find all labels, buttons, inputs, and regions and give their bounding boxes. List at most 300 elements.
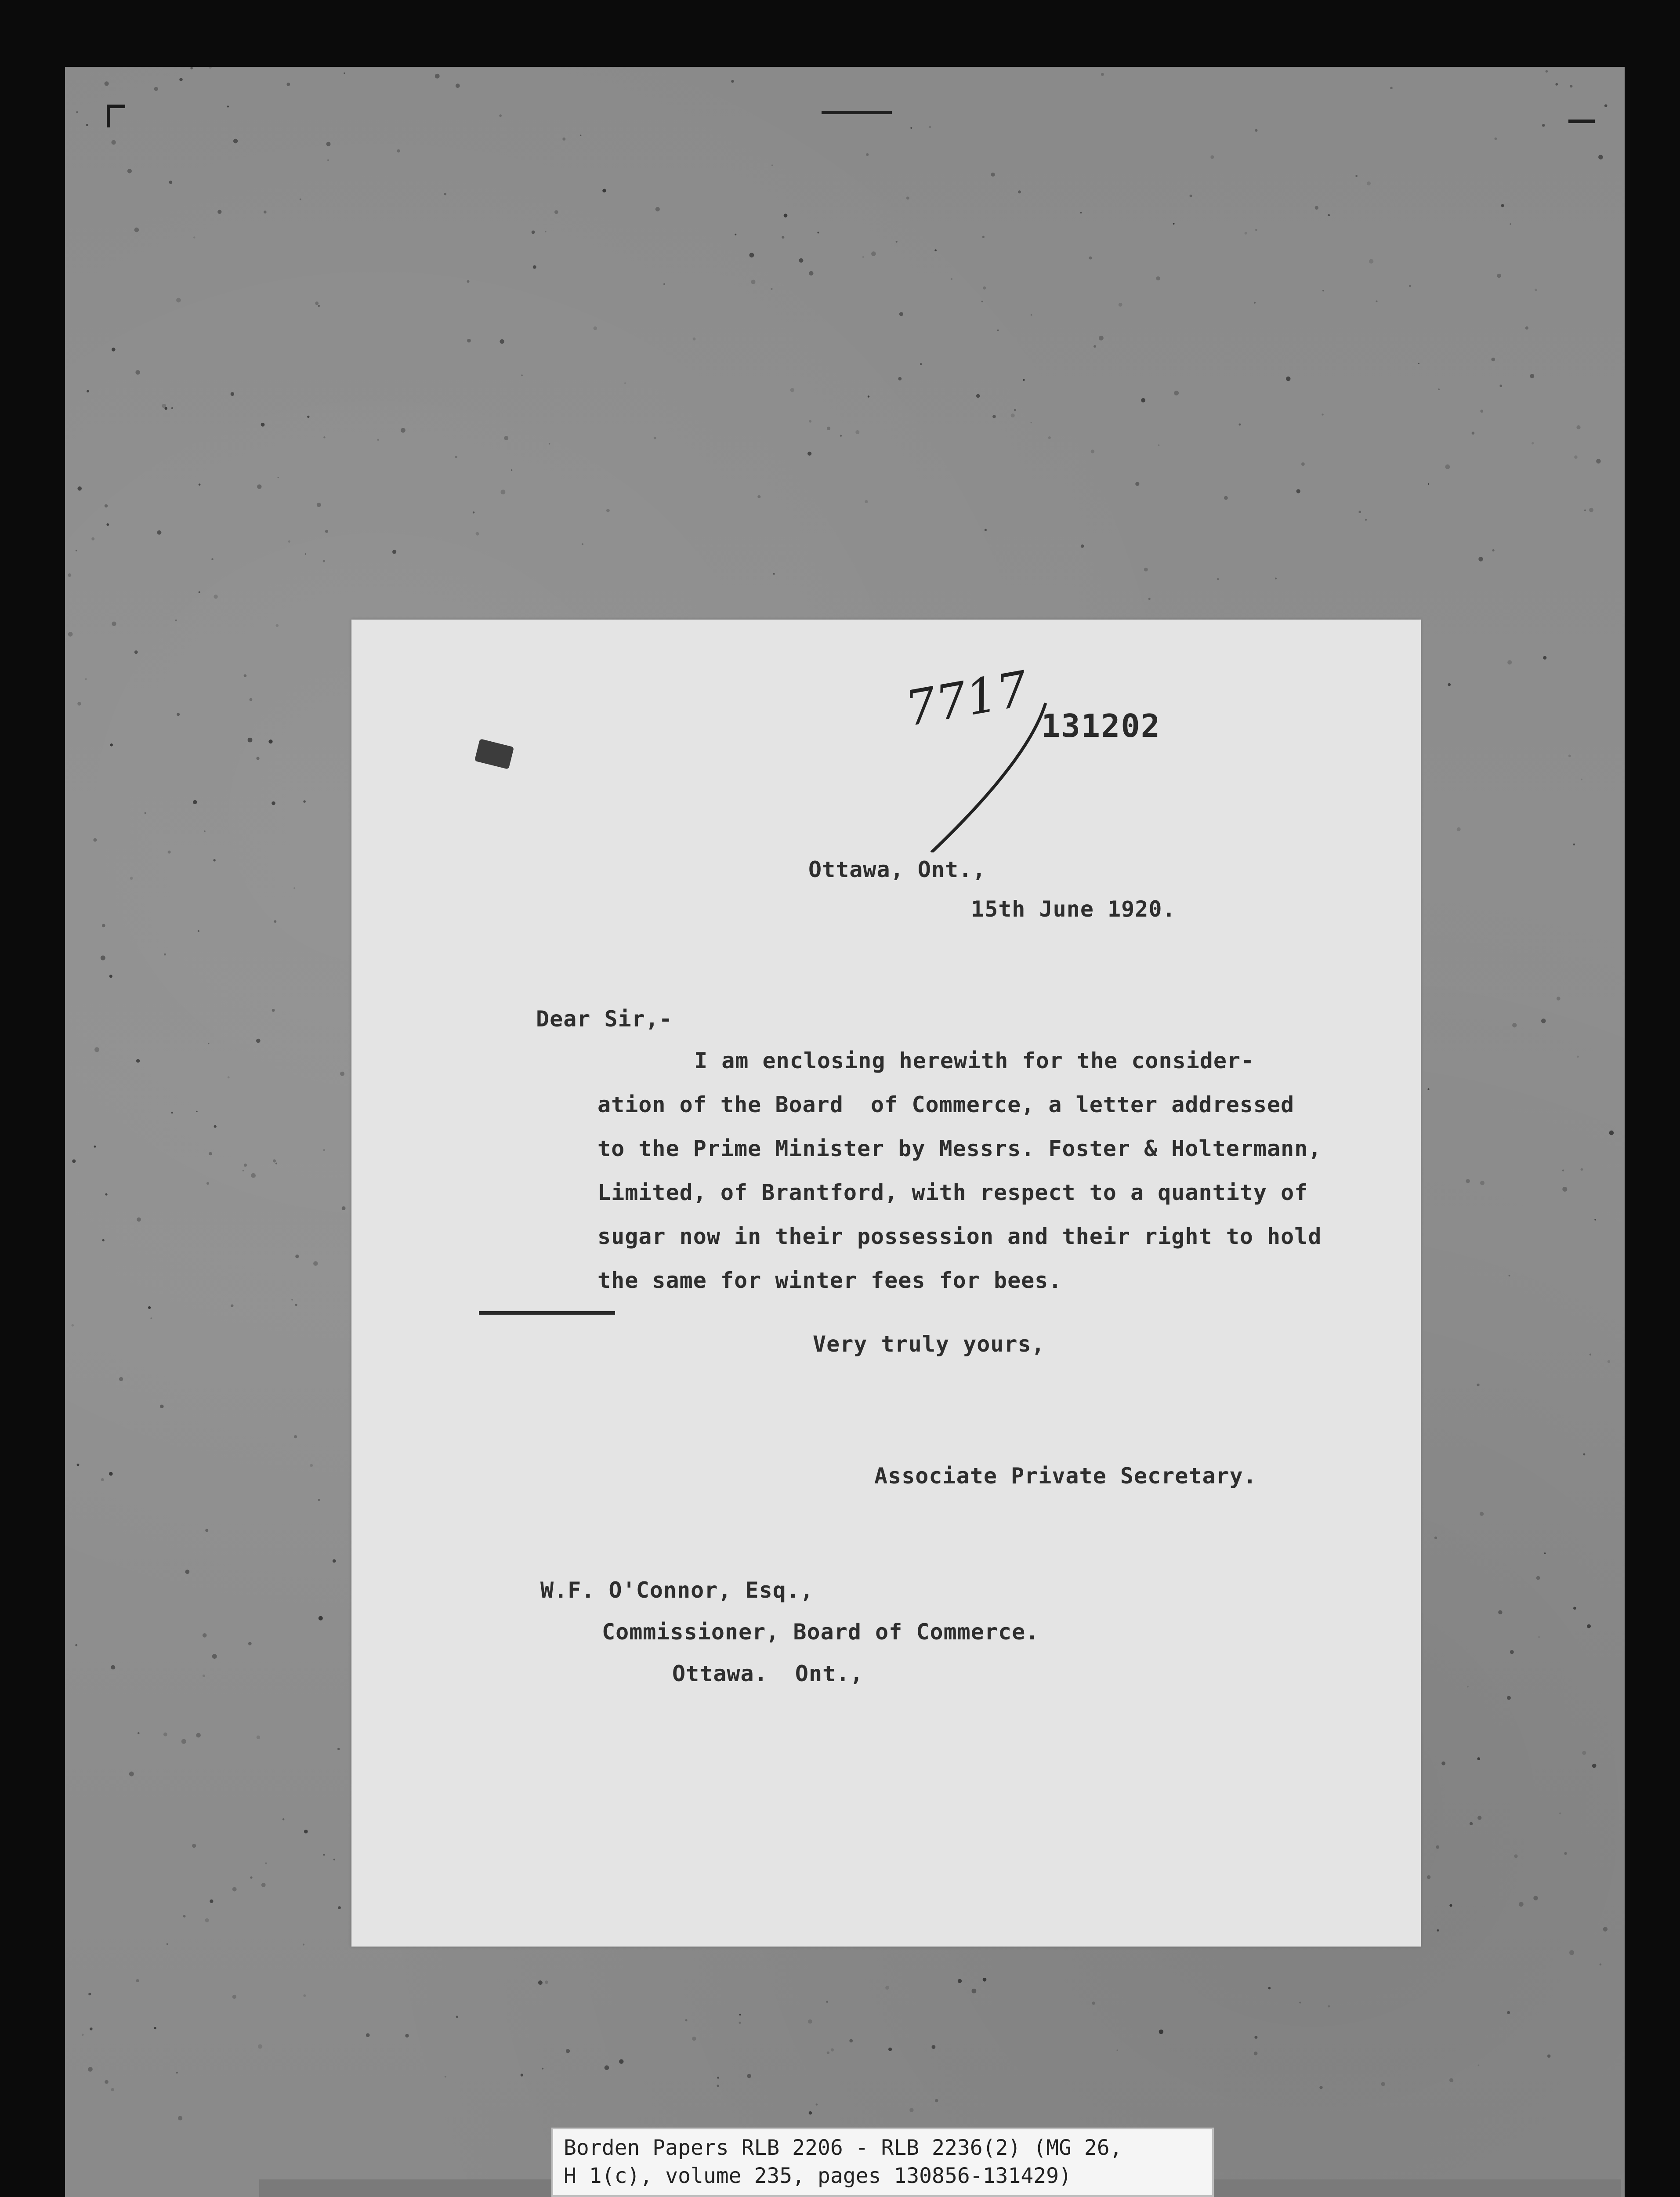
speckle [129,1772,134,1776]
speckle [1255,229,1257,231]
speckle [303,800,306,803]
speckle [313,1261,318,1265]
speckle [473,511,474,513]
speckle [101,1478,104,1481]
speckle [868,395,869,397]
speckle [862,256,864,258]
speckle [499,114,502,117]
speckle [501,489,506,494]
speckle [476,532,479,536]
speckle [1148,598,1151,600]
speckle [1577,1056,1579,1058]
speckle [105,81,109,86]
speckle [325,530,328,533]
speckle [76,550,77,551]
speckle [85,678,87,680]
speckle [1099,336,1104,341]
speckle [300,199,301,200]
speckle [1390,87,1393,90]
speckle [272,1009,275,1012]
speckle [1574,455,1578,459]
speckle [982,236,985,238]
speckle [594,326,597,330]
speckle [295,1304,297,1306]
speckle [1477,1816,1481,1820]
speckle [136,1059,140,1062]
speckle [782,236,784,239]
speckle [566,2049,570,2053]
speckle [295,1254,299,1258]
speckle [532,231,535,234]
speckle [1428,1088,1430,1090]
speckle [521,374,523,376]
speckle [211,558,213,560]
speckle [1510,223,1511,225]
speckle [855,430,859,434]
speckle [176,298,181,303]
speckle [549,443,550,444]
speckle [582,543,583,545]
speckle [162,404,166,408]
speckle [307,416,309,418]
speckle [1491,358,1495,362]
speckle [106,523,109,526]
speckle [1141,398,1145,402]
speckle [1510,1650,1514,1654]
speckle [1584,509,1586,511]
speckle [1592,1764,1597,1768]
speckle [77,702,81,706]
speckle [1495,138,1497,140]
speckle [1547,2055,1550,2058]
speckle [771,288,772,290]
speckle [1091,450,1094,453]
speckle [654,437,656,439]
speckle [784,214,788,218]
speckle [816,2103,818,2106]
speckle [303,1944,304,1946]
speckle [209,1152,212,1156]
speckle [456,2016,458,2018]
speckle [105,504,108,508]
speckle [169,181,173,184]
speckle [1525,326,1528,330]
speckle [251,1173,256,1178]
speckle [163,1733,167,1737]
speckle [199,484,201,486]
speckle [1497,274,1501,278]
speckle [1541,1019,1546,1023]
speckle [809,2111,812,2115]
speckle [521,2074,523,2076]
speckle [1275,577,1277,579]
speckle [168,851,171,854]
speckle [1609,1131,1614,1135]
speckle [1507,660,1512,665]
speckle [258,2044,262,2048]
speckle [1507,2011,1510,2014]
speckle [1587,1624,1591,1628]
body-line: Limited, of Brantford, with respect to a quantity of [597,1180,1308,1205]
speckle [214,1125,217,1128]
speckle [333,1859,335,1860]
speckle [193,236,195,238]
speckle [1608,1360,1610,1363]
speckle [1437,1929,1439,1932]
speckle [127,169,132,173]
speckle [749,253,754,257]
speckle [196,1733,201,1738]
speckle [1538,1636,1539,1638]
speckle [739,2014,741,2016]
speckle [76,111,78,113]
speckle [849,2039,853,2043]
speckle [1358,511,1361,513]
speckle [119,1377,123,1381]
speckle [323,560,325,562]
speckle [110,743,113,747]
speckle [790,388,794,392]
paper-clip-mark [474,739,514,769]
speckle [136,1979,139,1982]
speckle [1296,489,1300,493]
speckle [401,428,406,433]
speckle [655,207,660,211]
speckle [624,382,626,384]
speckle [1315,206,1318,210]
speckle [934,249,937,251]
speckle [1438,388,1440,390]
speckle [227,105,229,107]
speckle [1255,129,1257,132]
speckle [1449,2078,1453,2082]
speckle [809,420,811,423]
frame-top-mark [822,111,892,114]
speckle [1564,1852,1567,1855]
speckle [1117,2049,1118,2051]
speckle [1448,683,1451,686]
speckle [86,124,88,126]
speckle [827,2052,829,2054]
speckle [257,484,261,489]
speckle [72,1160,76,1163]
speckle [554,210,558,214]
speckle [101,956,105,961]
addressee-title: Commissioner, Board of Commerce. [602,1619,1039,1645]
speckle [1224,496,1228,500]
speckle [291,1299,293,1300]
speckle [303,1994,306,1997]
speckle [244,674,247,678]
speckle [1467,1686,1469,1688]
speckle [542,2068,543,2070]
speckle [293,887,295,889]
speckle [264,210,267,214]
speckle [1457,827,1461,831]
speckle [176,2072,178,2074]
speckle [231,1305,233,1307]
speckle [192,1844,196,1848]
speckle [1514,1854,1517,1858]
speckle [1239,424,1241,426]
speckle [319,1616,323,1621]
speckle [1535,289,1537,291]
speckle [198,930,199,932]
speckle [1286,377,1290,381]
speckle [233,139,238,143]
body-line: sugar now in their possession and their right to hold [597,1224,1322,1249]
speckle [1328,2005,1330,2008]
speckle [1532,442,1534,444]
speckle [310,1464,313,1467]
speckle [1568,754,1571,757]
speckle [1011,413,1015,417]
speckle [1507,1696,1511,1700]
speckle [865,500,868,503]
speckle [112,348,116,352]
speckle [1573,844,1575,846]
speckle [111,1665,115,1670]
speckle [111,140,116,145]
speckle [771,164,773,166]
speckle [739,2022,741,2024]
speckle [1322,290,1324,291]
speckle [305,553,306,555]
speckle [685,2019,688,2021]
speckle [1144,568,1148,572]
speckle [545,231,546,232]
speckle [909,2108,913,2112]
speckle [317,503,321,507]
speckle [983,286,986,290]
speckle [1512,1023,1517,1027]
speckle [397,149,400,152]
speckle [866,153,869,156]
speckle [265,1862,267,1864]
speckle [1156,276,1160,280]
speckle [1589,508,1593,512]
speckle [160,1405,163,1408]
speckle [148,1306,151,1309]
speckle [105,2080,109,2084]
speckle [179,78,183,81]
body-line: ation of the Board of Commerce, a letter addressed [597,1092,1295,1117]
speckle [261,423,265,427]
speckle [282,1818,285,1820]
speckle [1509,1275,1510,1276]
speckle [735,234,736,236]
speckle [1530,374,1534,378]
speckle [1498,1610,1502,1614]
speckle [1478,557,1483,561]
speckle [444,193,446,196]
speckle [231,392,235,396]
speckle [1428,483,1429,485]
speckle [248,1642,252,1646]
speckle [392,550,396,554]
speckle [212,1654,217,1659]
speckle [88,2067,93,2072]
speckle [1081,544,1084,548]
speckle [1322,413,1323,415]
speckle [562,138,565,141]
speckle [1319,2086,1322,2089]
speckle [1589,1354,1591,1356]
speckle [204,830,205,832]
speckle [932,2045,936,2049]
body-line: the same for winter fees for bees. [597,1268,1062,1293]
speckle [111,2088,114,2091]
speckle [405,2034,409,2037]
speckle [1603,1927,1608,1931]
reference-label [551,2128,1214,2197]
speckle [1048,436,1051,439]
speckle [899,312,903,316]
speckle [826,2001,828,2003]
speckle [68,632,73,637]
speckle [1299,2001,1301,2003]
addressee-name: W.F. O'Connor, Esq., [540,1577,814,1603]
speckle [504,436,508,440]
speckle [244,1164,247,1167]
speckle [972,1989,977,1994]
speckle [326,142,331,146]
speckle [951,278,952,280]
speckle [807,452,811,456]
speckle [538,1980,543,1985]
speckle [606,509,610,512]
speckle [137,1218,141,1222]
speckle [1533,1896,1538,1900]
speckle [323,1149,325,1151]
speckle [773,573,775,575]
speckle [318,305,320,307]
speckle [344,73,345,74]
speckle [150,1317,152,1319]
speckle [1101,73,1104,76]
speckle [1023,379,1025,381]
speckle [1268,1987,1271,1990]
speckle [663,283,665,285]
speckle [602,189,606,192]
speckle [885,1986,889,1990]
speckle [1581,779,1582,780]
reference-line-1: Borden Papers RLB 2206 - RLB 2236(2) (MG 26, [564,2135,1122,2160]
speckle [1018,190,1021,193]
speckle [214,595,217,598]
speckle [467,280,470,283]
speckle [193,800,197,804]
speckle [1367,181,1371,185]
speckle [808,2019,812,2024]
speckle [1369,259,1373,264]
speckle [1544,1552,1546,1554]
speckle [175,620,177,621]
speckle [248,738,253,743]
speckle [1582,1751,1586,1755]
speckle [533,265,536,269]
speckle [731,80,734,83]
speckle [105,1193,107,1196]
speckle [1470,1822,1473,1825]
addressee-city: Ottawa. Ont., [672,1661,864,1686]
speckle [717,2077,719,2079]
speckle [276,624,279,627]
speckle [206,1182,209,1185]
speckle [181,1739,186,1744]
speckle [94,1146,96,1148]
speckle [134,228,139,232]
speckle [1594,1219,1596,1220]
speckle [1210,155,1214,159]
speckle [196,1111,198,1112]
speckle [1434,1537,1437,1539]
speckle [268,740,272,743]
frame-right-mark [1568,120,1595,123]
speckle [1546,70,1548,73]
speckle [827,427,830,430]
speckle [1519,1902,1524,1907]
body-line: to the Prime Minister by Messrs. Foster & Holtermann, [597,1136,1322,1161]
speckle [145,812,146,814]
speckle [1492,549,1495,551]
speckle [88,1993,91,1995]
speckle [1409,285,1411,287]
speckle [1536,1576,1540,1580]
speckle [272,801,275,805]
speckle [203,1633,207,1638]
speckle [997,330,999,331]
speckle [1254,302,1256,304]
speckle [580,135,581,136]
speckle [817,232,819,233]
speckle [157,530,162,535]
speckle [232,1887,237,1892]
speckle [217,210,221,214]
speckle [1441,1762,1445,1766]
speckle [1031,422,1032,423]
speckle [75,1644,77,1646]
speckle [1174,391,1179,395]
speckle [178,2116,182,2120]
speckle [82,2034,84,2036]
speckle [167,1943,168,1945]
speckle [831,2048,834,2052]
speckle [323,1854,325,1856]
speckle [1159,2030,1163,2034]
speckle [500,339,504,344]
speckle [983,1978,987,1982]
letter-salutation: Dear Sir,- [536,1006,673,1032]
speckle [208,1043,209,1044]
speckle [888,2048,892,2051]
speckle [209,67,212,69]
speckle [692,2037,696,2041]
reference-line-2: H 1(c), volume 235, pages 130856-131429) [564,2164,1072,2188]
speckle [1254,2052,1258,2056]
speckle [1080,212,1082,213]
speckle [1365,519,1367,521]
speckle [981,301,983,302]
speckle [467,339,471,343]
speckle [286,83,290,86]
speckle [261,1883,266,1887]
speckle [1543,656,1546,660]
speckle [112,622,116,626]
speckle [102,1239,104,1241]
speckle [130,877,133,880]
speckle [190,67,193,69]
